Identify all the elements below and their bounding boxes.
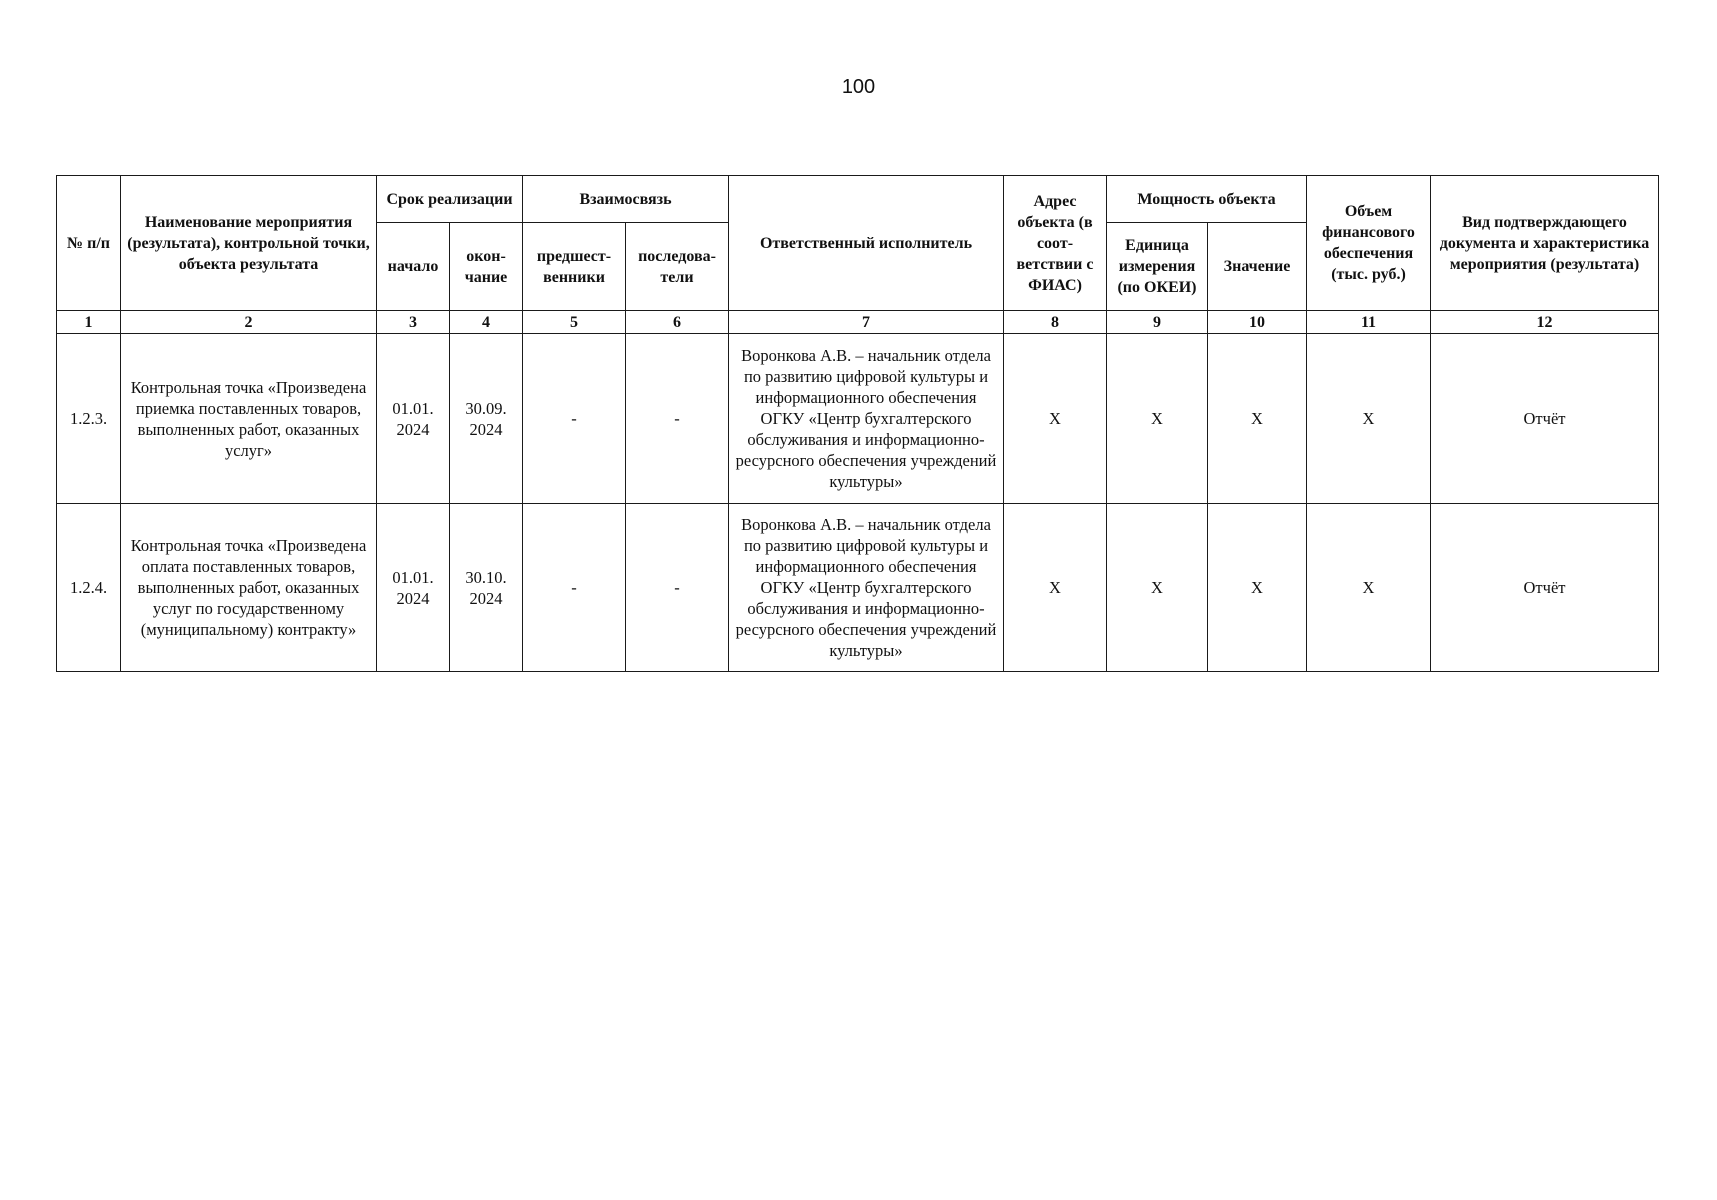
row-value: X bbox=[1208, 334, 1307, 504]
row-name: Контрольная точка «Произведена оплата поставленных товаров, выполненных работ, оказанных услуг по государственному (муниципальному) контракту» bbox=[121, 504, 377, 672]
row-predecessors: - bbox=[523, 504, 626, 672]
column-number: 4 bbox=[450, 311, 523, 334]
header-responsible: Ответственный исполнитель bbox=[729, 176, 1004, 311]
header-relation: Взаимосвязь bbox=[523, 176, 729, 223]
row-responsible: Воронкова А.В. – начальник отдела по развитию цифровой культуры и информационного обеспечения ОГКУ «Центр бухгалтерского обслуживания и информационно-ресурсного обеспечения учреждений культуры» bbox=[729, 334, 1004, 504]
row-finance: X bbox=[1307, 504, 1431, 672]
row-name: Контрольная точка «Произведена приемка поставленных товаров, выполненных работ, оказанных услуг» bbox=[121, 334, 377, 504]
row-successors: - bbox=[626, 504, 729, 672]
column-number: 2 bbox=[121, 311, 377, 334]
header-capacity: Мощность объекта bbox=[1107, 176, 1307, 223]
header-num: № п/п bbox=[57, 176, 121, 311]
header-finance: Объем финансового обеспечения (тыс. руб.) bbox=[1307, 176, 1431, 311]
row-num: 1.2.4. bbox=[57, 504, 121, 672]
row-finance: X bbox=[1307, 334, 1431, 504]
header-period-end: окон-чание bbox=[450, 223, 523, 311]
column-number: 7 bbox=[729, 311, 1004, 334]
page-number: 100 bbox=[841, 76, 876, 98]
header-capacity-unit: Единица измерения (по ОКЕИ) bbox=[1107, 223, 1208, 311]
header-name: Наименование мероприятия (результата), контрольной точки, объекта результата bbox=[121, 176, 377, 311]
table-body bbox=[57, 334, 1659, 672]
header-period-start: начало bbox=[377, 223, 450, 311]
row-predecessors: - bbox=[523, 334, 626, 504]
header-relation-pred: предшест-венники bbox=[523, 223, 626, 311]
column-number: 5 bbox=[523, 311, 626, 334]
row-start-date: 01.01. 2024 bbox=[377, 504, 450, 672]
column-number: 6 bbox=[626, 311, 729, 334]
activity-plan-table bbox=[56, 175, 1659, 672]
row-unit: X bbox=[1107, 334, 1208, 504]
column-number: 1 bbox=[57, 311, 121, 334]
column-number: 12 bbox=[1431, 311, 1659, 334]
row-end-date: 30.09. 2024 bbox=[450, 334, 523, 504]
table-header bbox=[57, 176, 1659, 334]
column-number: 9 bbox=[1107, 311, 1208, 334]
column-number: 10 bbox=[1208, 311, 1307, 334]
header-capacity-value: Значение bbox=[1208, 223, 1307, 311]
row-successors: - bbox=[626, 334, 729, 504]
header-period: Срок реализации bbox=[377, 176, 523, 223]
row-responsible: Воронкова А.В. – начальник отдела по развитию цифровой культуры и информационного обеспечения ОГКУ «Центр бухгалтерского обслуживания и информационно-ресурсного обеспечения учреждений культуры» bbox=[729, 504, 1004, 672]
row-end-date: 30.10. 2024 bbox=[450, 504, 523, 672]
table-row bbox=[57, 504, 1659, 672]
table-row bbox=[57, 334, 1659, 504]
row-start-date: 01.01. 2024 bbox=[377, 334, 450, 504]
column-number: 11 bbox=[1307, 311, 1431, 334]
row-address: X bbox=[1004, 504, 1107, 672]
column-number: 8 bbox=[1004, 311, 1107, 334]
column-number-row bbox=[57, 311, 1659, 334]
header-address: Адрес объекта (в соот-ветствии с ФИАС) bbox=[1004, 176, 1107, 311]
row-unit: X bbox=[1107, 504, 1208, 672]
row-document: Отчёт bbox=[1431, 504, 1659, 672]
header-document: Вид подтверждающего документа и характеристика мероприятия (результата) bbox=[1431, 176, 1659, 311]
row-document: Отчёт bbox=[1431, 334, 1659, 504]
row-num: 1.2.3. bbox=[57, 334, 121, 504]
header-relation-next: последова-тели bbox=[626, 223, 729, 311]
row-value: X bbox=[1208, 504, 1307, 672]
column-number: 3 bbox=[377, 311, 450, 334]
row-address: X bbox=[1004, 334, 1107, 504]
